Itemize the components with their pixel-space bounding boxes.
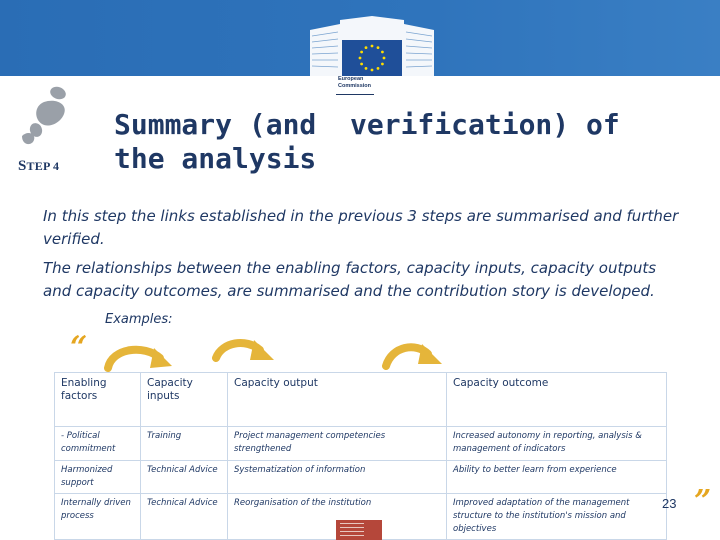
table-cell: Improved adaptation of the management structure to the institution's mission and objectives: [447, 494, 667, 540]
table-cell: Technical Advice: [141, 494, 228, 540]
footprint-icon: [14, 84, 78, 148]
header-capacity-outcome: Capacity outcome: [447, 373, 667, 427]
european-commission-logo-text: [338, 76, 371, 89]
table-row: [55, 461, 667, 494]
logo-line-european: European: [338, 76, 364, 82]
page-number: 23: [662, 496, 677, 511]
curved-arrow-icon: [104, 344, 174, 372]
european-commission-building-icon: [310, 16, 434, 76]
table-cell: Training: [141, 427, 228, 461]
curved-arrow-icon: [382, 342, 444, 370]
table-cell: Reorganisation of the institution: [228, 494, 447, 540]
table-cell: Technical Advice: [141, 461, 228, 494]
slide-title-line2: the analysis: [114, 142, 317, 175]
open-quote-mark: “: [70, 330, 88, 365]
examples-label: Examples:: [105, 312, 173, 327]
table-row: [55, 427, 667, 461]
step-label-initial: S: [18, 158, 27, 174]
step-label: [18, 158, 59, 175]
slide-title: [114, 108, 674, 176]
slide-title-line1: Summary (and verification) of: [114, 108, 620, 141]
table-cell: Increased autonomy in reporting, analysis & management of indicators: [447, 427, 667, 461]
header-capacity-output: Capacity output: [228, 373, 447, 427]
table-cell: Systematization of information: [228, 461, 447, 494]
table-cell: Harmonized support: [55, 461, 141, 494]
logo-line-commission: Commission: [338, 82, 372, 89]
table-cell: - Political commitment: [55, 427, 141, 461]
table-cell: Internally driven process: [55, 494, 141, 540]
step-number: 4: [53, 159, 60, 173]
table-header-row: [55, 373, 667, 427]
paragraph-relationships: The relationships between the enabling factors, capacity inputs, capacity outputs and capacity outcomes, are summarised and the contribution story is developed.: [43, 259, 657, 300]
capacity-summary-table: [54, 372, 667, 540]
close-quote-mark: ”: [694, 484, 712, 519]
header-enabling-factors: Enabling factors: [55, 373, 141, 427]
footer-logo: [336, 520, 382, 540]
table-cell: Ability to better learn from experience: [447, 461, 667, 494]
paragraph-step-summary: In this step the links established in the previous 3 steps are summarised and further verified.: [43, 207, 679, 248]
header-capacity-inputs: Capacity inputs: [141, 373, 228, 427]
curved-arrow-icon: [212, 338, 276, 366]
step-label-rest: TEP: [26, 159, 50, 173]
table-cell: Project management competencies strengthened: [228, 427, 447, 461]
logo-underline: [336, 94, 374, 95]
